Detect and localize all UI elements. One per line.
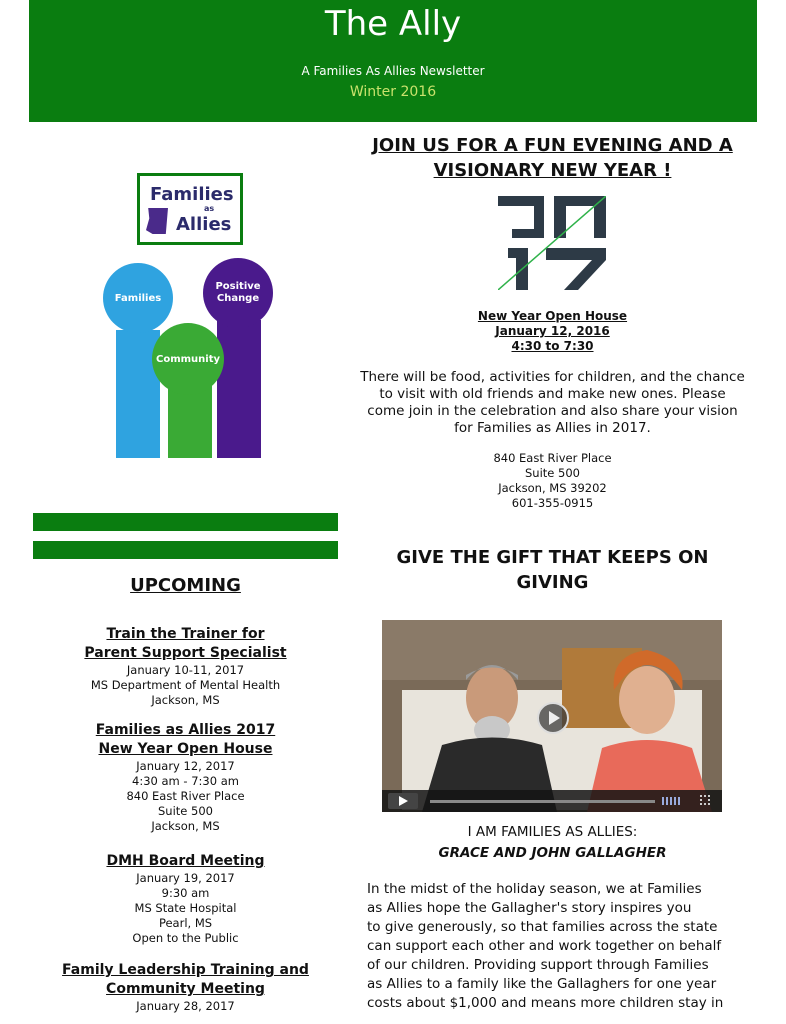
year-2017-icon [498,196,606,290]
event-detail: Open to the Public [132,931,239,945]
event-detail: 4:30 am - 7:30 am [132,774,239,788]
event-title-line: Family Leadership Training and [62,962,309,978]
event-detail: January 12, 2017 [136,759,235,773]
logo-word-as: as [204,204,215,213]
gift-body-line: costs about $1,000 and means more children stay in [367,995,724,1011]
gift-heading-line1: GIVE THE GIFT THAT KEEPS ON [396,547,709,568]
play-icon [399,796,408,806]
families-circle: Families [103,263,173,333]
event-detail: 840 East River Place [126,789,245,803]
newsletter-subtitle: A Families As Allies Newsletter [301,64,485,78]
event-detail: MS State Hospital [134,901,237,915]
video-player[interactable] [382,620,722,812]
newsletter-season: Winter 2016 [349,84,437,100]
logo-word-families: Families [150,184,234,205]
logo-word-allies: Allies [176,214,232,235]
gift-body-line: as Allies hope the Gallagher's story inspires you [367,900,692,916]
event-detail: Jackson, MS [151,819,220,833]
divider-bar-top [33,513,338,531]
gift-body-line: can support each other and work together on behalf [367,938,722,954]
upcoming-heading: UPCOMING [130,575,241,596]
control-play-button[interactable] [388,793,418,809]
event-title-line: Community Meeting [106,981,265,997]
event-detail: 9:30 am [161,886,210,900]
event-open-house [33,721,338,834]
gift-body-line: of our children. Providing support through Families [367,957,709,973]
event-title-line: New Year Open House [98,741,273,757]
video-controls [382,790,722,812]
newsletter-header [29,0,757,122]
divider-bar-bottom [33,541,338,559]
open-house-title: New Year Open House [477,309,628,323]
play-overlay-button[interactable] [537,702,569,734]
event-title-line: Train the Trainer for [106,626,265,642]
caption-line2: GRACE AND JOHN GALLAGHER [438,845,667,861]
gift-body-line: In the midst of the holiday season, we at Families [367,881,702,897]
video-caption [360,822,745,864]
positive-change-circle: Positive Change [203,258,273,328]
event-detail: MS Department of Mental Health [90,678,281,692]
logo-wordmark [137,173,243,245]
caption-line1: I AM FAMILIES AS ALLIES: [467,824,638,840]
open-house-date: January 12, 2016 [495,324,610,338]
event-title-line: DMH Board Meeting [106,853,265,869]
join-heading-line1: JOIN US FOR A FUN EVENING AND A [372,135,733,156]
event-detail: Pearl, MS [158,916,213,930]
address-line: 840 East River Place [493,451,612,465]
event-title-line: Parent Support Specialist [84,645,287,661]
fullscreen-icon[interactable] [700,795,710,805]
address-block [360,451,745,511]
year-2017-graphic [498,196,606,290]
community-circle: Community [152,323,224,395]
play-icon [549,711,560,725]
open-house-info [360,309,745,354]
event-family-leadership [33,961,338,1014]
address-line: Jackson, MS 39202 [498,481,607,495]
volume-icon[interactable] [662,797,682,805]
open-house-time: 4:30 to 7:30 [511,339,594,353]
event-detail: January 28, 2017 [136,999,235,1013]
phone-number: 601-355-0915 [511,496,594,510]
mississippi-shape-icon [146,208,168,234]
event-dmh-board [33,852,338,946]
event-detail: January 10-11, 2017 [126,663,245,677]
gift-body-line: to give generously, so that families across the state [367,919,718,935]
gift-body-line: as Allies to a family like the Gallaghers for one year [367,976,717,992]
gift-body-text [367,880,747,1013]
change-pillar [217,320,261,458]
event-detail: Suite 500 [158,804,213,818]
families-as-allies-logo [100,165,280,465]
join-body-text: There will be food, activities for children, and the chance to visit with old friends and make new ones. Please come join in the celebration and also share your vision for Families as Allies in 2017. [360,369,745,436]
event-detail: January 19, 2017 [136,871,235,885]
newsletter-title: The Ally [324,4,462,44]
gift-heading-line2: GIVING [516,572,589,593]
event-train-the-trainer [33,625,338,708]
address-line: Suite 500 [525,466,580,480]
join-heading-line2: VISIONARY NEW YEAR ! [433,160,672,181]
event-detail: Jackson, MS [151,693,220,707]
event-title-line: Families as Allies 2017 [95,722,276,738]
video-progress-bar[interactable] [430,800,655,803]
